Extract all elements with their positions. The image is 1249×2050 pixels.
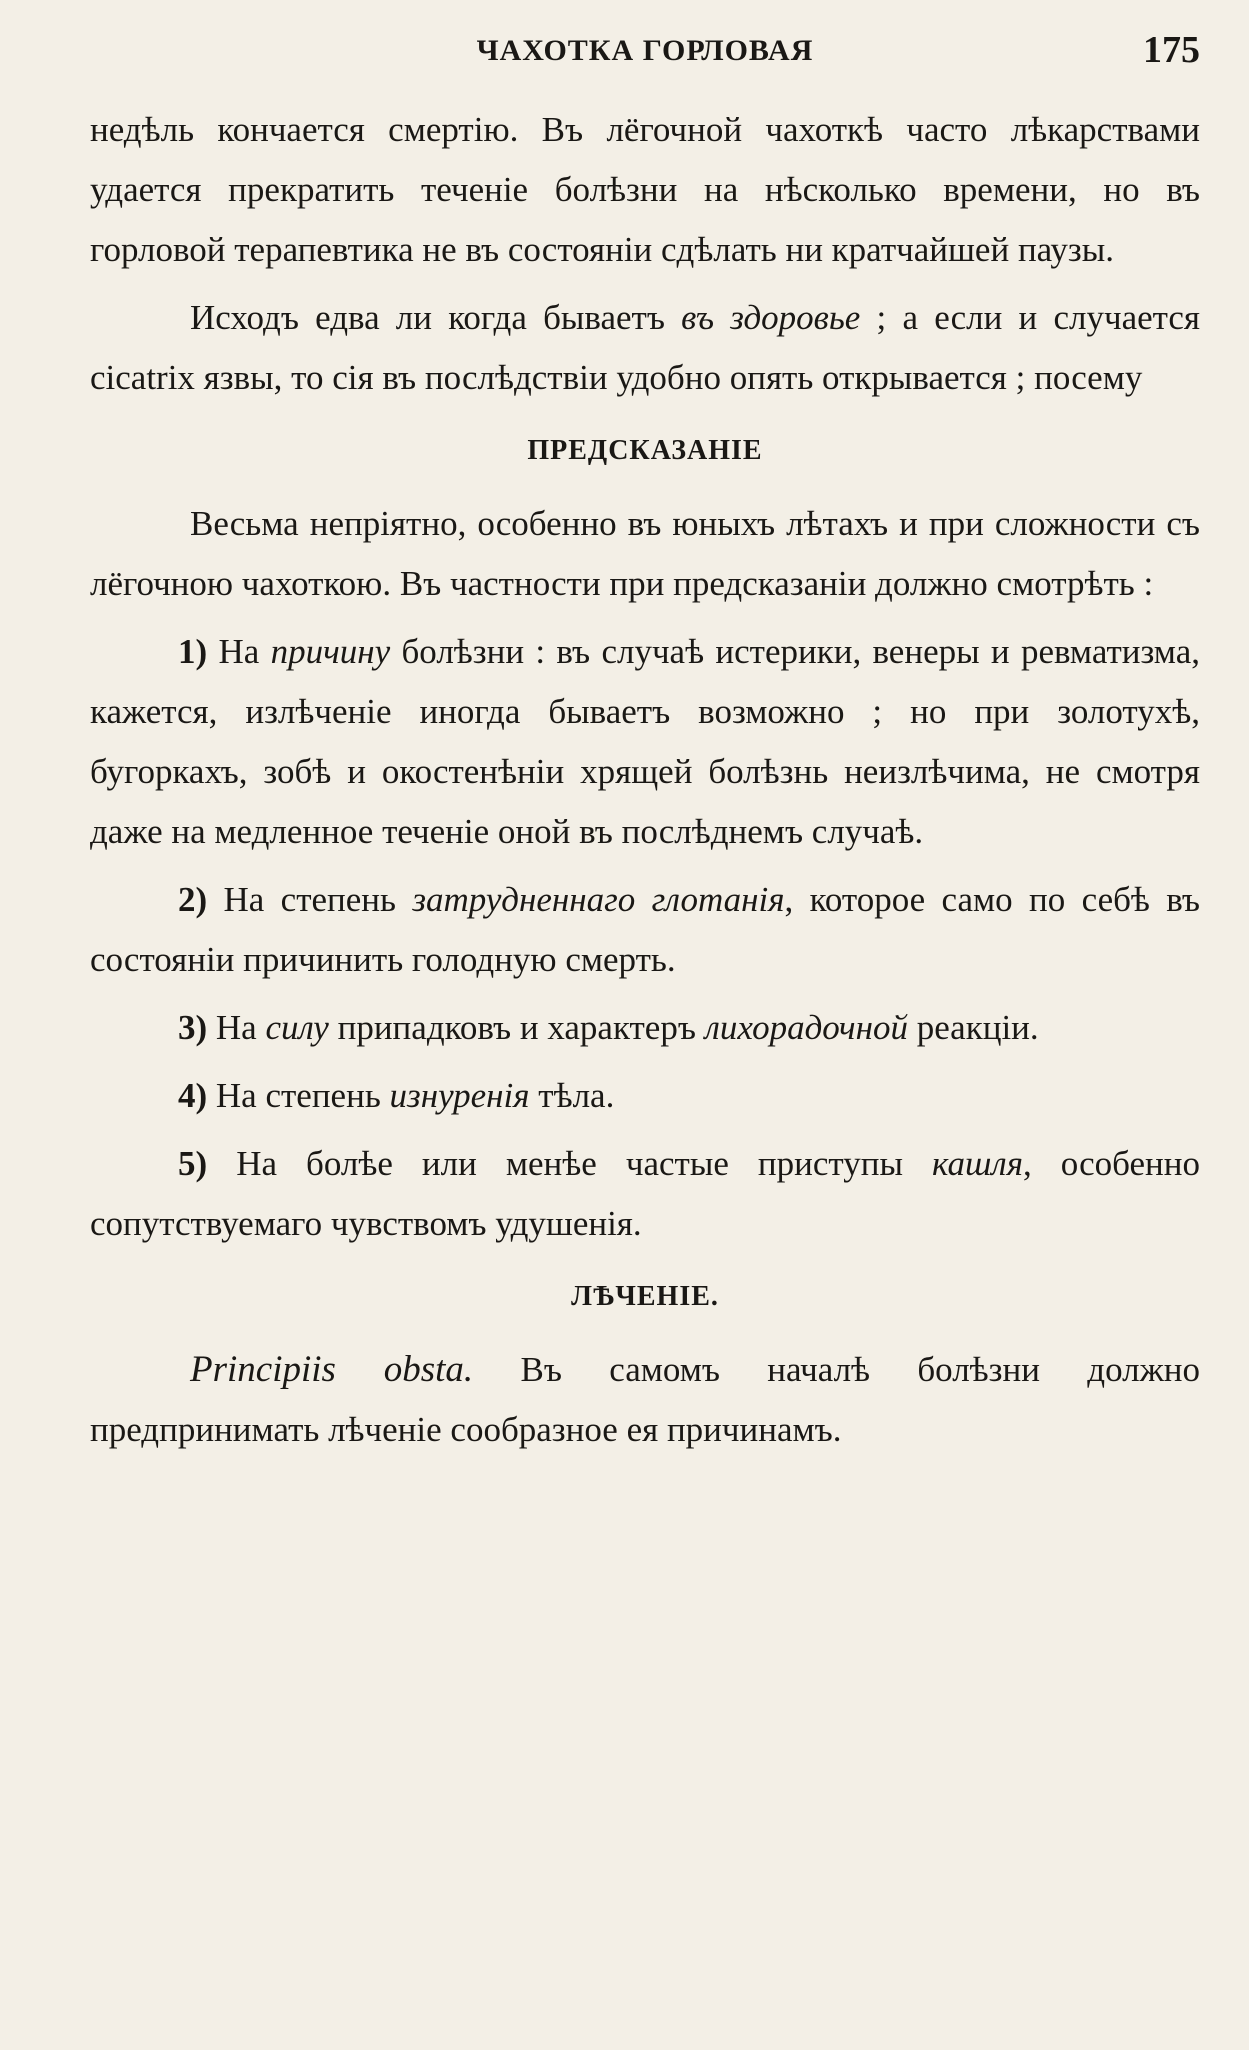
text-run: болѣзни : въ случаѣ истерики, венеры и ревматизма, кажется, излѣченіе иногда бываетъ возможно ; но при золотухѣ, бугоркахъ, зобѣ и окостенѣніи хрящей болѣзнь неизлѣчима, не смотря даже на медленное теченіе оной въ послѣднемъ случаѣ. xyxy=(90,632,1200,851)
latin-phrase: Principiis obsta. xyxy=(190,1349,474,1390)
item-number: 2) xyxy=(178,880,208,919)
item-number: 3) xyxy=(178,1008,208,1047)
running-title: ЧАХОТКА ГОРЛОВАЯ xyxy=(476,34,814,67)
text-run: тѣла. xyxy=(529,1076,615,1115)
list-item xyxy=(90,1134,1200,1254)
paragraph-text: Весьма непріятно, особенно въ юныхъ лѣтахъ и при сложности съ лёгочною чахоткою. Въ частности при предсказаніи должно смотрѣть : xyxy=(90,504,1200,603)
list-item xyxy=(90,622,1200,862)
item-number: 4) xyxy=(178,1076,208,1115)
text-run: ; а если и случается cicatrix язвы, то сія въ послѣдствіи удобно опять открывается ; посему xyxy=(90,298,1201,397)
italic-run: затрудненнаго глотанія xyxy=(412,880,785,919)
section-heading-prognosis: ПРЕДСКАЗАНІЕ xyxy=(527,435,763,466)
paragraph-prognosis xyxy=(90,494,1200,614)
italic-run: кашля xyxy=(932,1144,1023,1183)
text-run: На степень xyxy=(207,1076,390,1115)
italic-run: въ здоровье xyxy=(681,298,861,337)
list-item xyxy=(90,998,1200,1058)
text-run: реакціи. xyxy=(907,1008,1039,1047)
section-heading-treatment: ЛѢЧЕНІЕ. xyxy=(571,1281,719,1312)
italic-run: силу xyxy=(265,1008,329,1047)
text-run: На xyxy=(207,1008,266,1047)
text-run: Въ самомъ началѣ болѣзни должно предпринимать лѣченіе сообразное ея причинамъ. xyxy=(90,1350,1200,1449)
italic-run: причину xyxy=(270,632,391,671)
text-run: , которое само по себѣ въ состояніи причинить голодную смерть. xyxy=(90,880,1201,979)
item-number: 5) xyxy=(178,1144,208,1183)
list-item xyxy=(90,1066,1200,1126)
text-run: припадковъ и характеръ xyxy=(328,1008,705,1047)
italic-run: лихорадочной xyxy=(704,1008,908,1047)
text-run: Исходъ едва ли когда бываетъ xyxy=(190,298,682,337)
text-run: , особенно сопутствуемаго чувствомъ удушенія. xyxy=(90,1144,1200,1243)
paragraph-continuation xyxy=(90,100,1200,280)
text-run: На степень xyxy=(207,880,413,919)
page-number: 175 xyxy=(1143,29,1200,71)
item-number: 1) xyxy=(178,632,208,671)
page-body xyxy=(90,100,1200,1468)
text-run: На xyxy=(207,632,271,671)
paragraph-treatment xyxy=(90,1340,1200,1460)
text-run: На болѣе или менѣе частые приступы xyxy=(207,1144,933,1183)
italic-run: изнуренія xyxy=(389,1076,530,1115)
list-item xyxy=(90,870,1200,990)
running-header xyxy=(90,28,1200,78)
paragraph-text: недѣль кончается смертію. Въ лёгочной чахоткѣ часто лѣкарствами удается прекратить теченіе болѣзни на нѣсколько времени, но въ горловой терапевтика не въ состояніи сдѣлать ни кратчайшей паузы. xyxy=(90,110,1200,269)
paragraph-outcome xyxy=(90,288,1200,408)
